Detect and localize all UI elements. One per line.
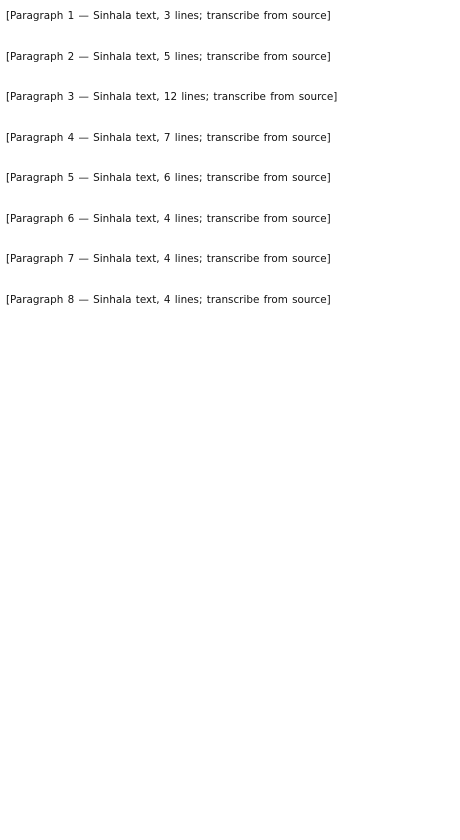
paragraph-8: [Paragraph 8 — Sinhala text, 4 lines; transcribe from source]: [6, 293, 331, 306]
paragraph-2: [Paragraph 2 — Sinhala text, 5 lines; transcribe from source]: [6, 50, 331, 63]
paragraph-3: [Paragraph 3 — Sinhala text, 12 lines; transcribe from source]: [6, 91, 338, 103]
paragraph-4: [Paragraph 4 — Sinhala text, 7 lines; transcribe from source]: [6, 131, 331, 144]
paragraph-6: [Paragraph 6 — Sinhala text, 4 lines; transcribe from source]: [6, 212, 331, 225]
paragraph-5: [Paragraph 5 — Sinhala text, 6 lines; transcribe from source]: [6, 172, 331, 184]
paragraph-1: [Paragraph 1 — Sinhala text, 3 lines; transcribe from source]: [6, 10, 331, 22]
paragraph-7: [Paragraph 7 — Sinhala text, 4 lines; transcribe from source]: [6, 253, 331, 265]
